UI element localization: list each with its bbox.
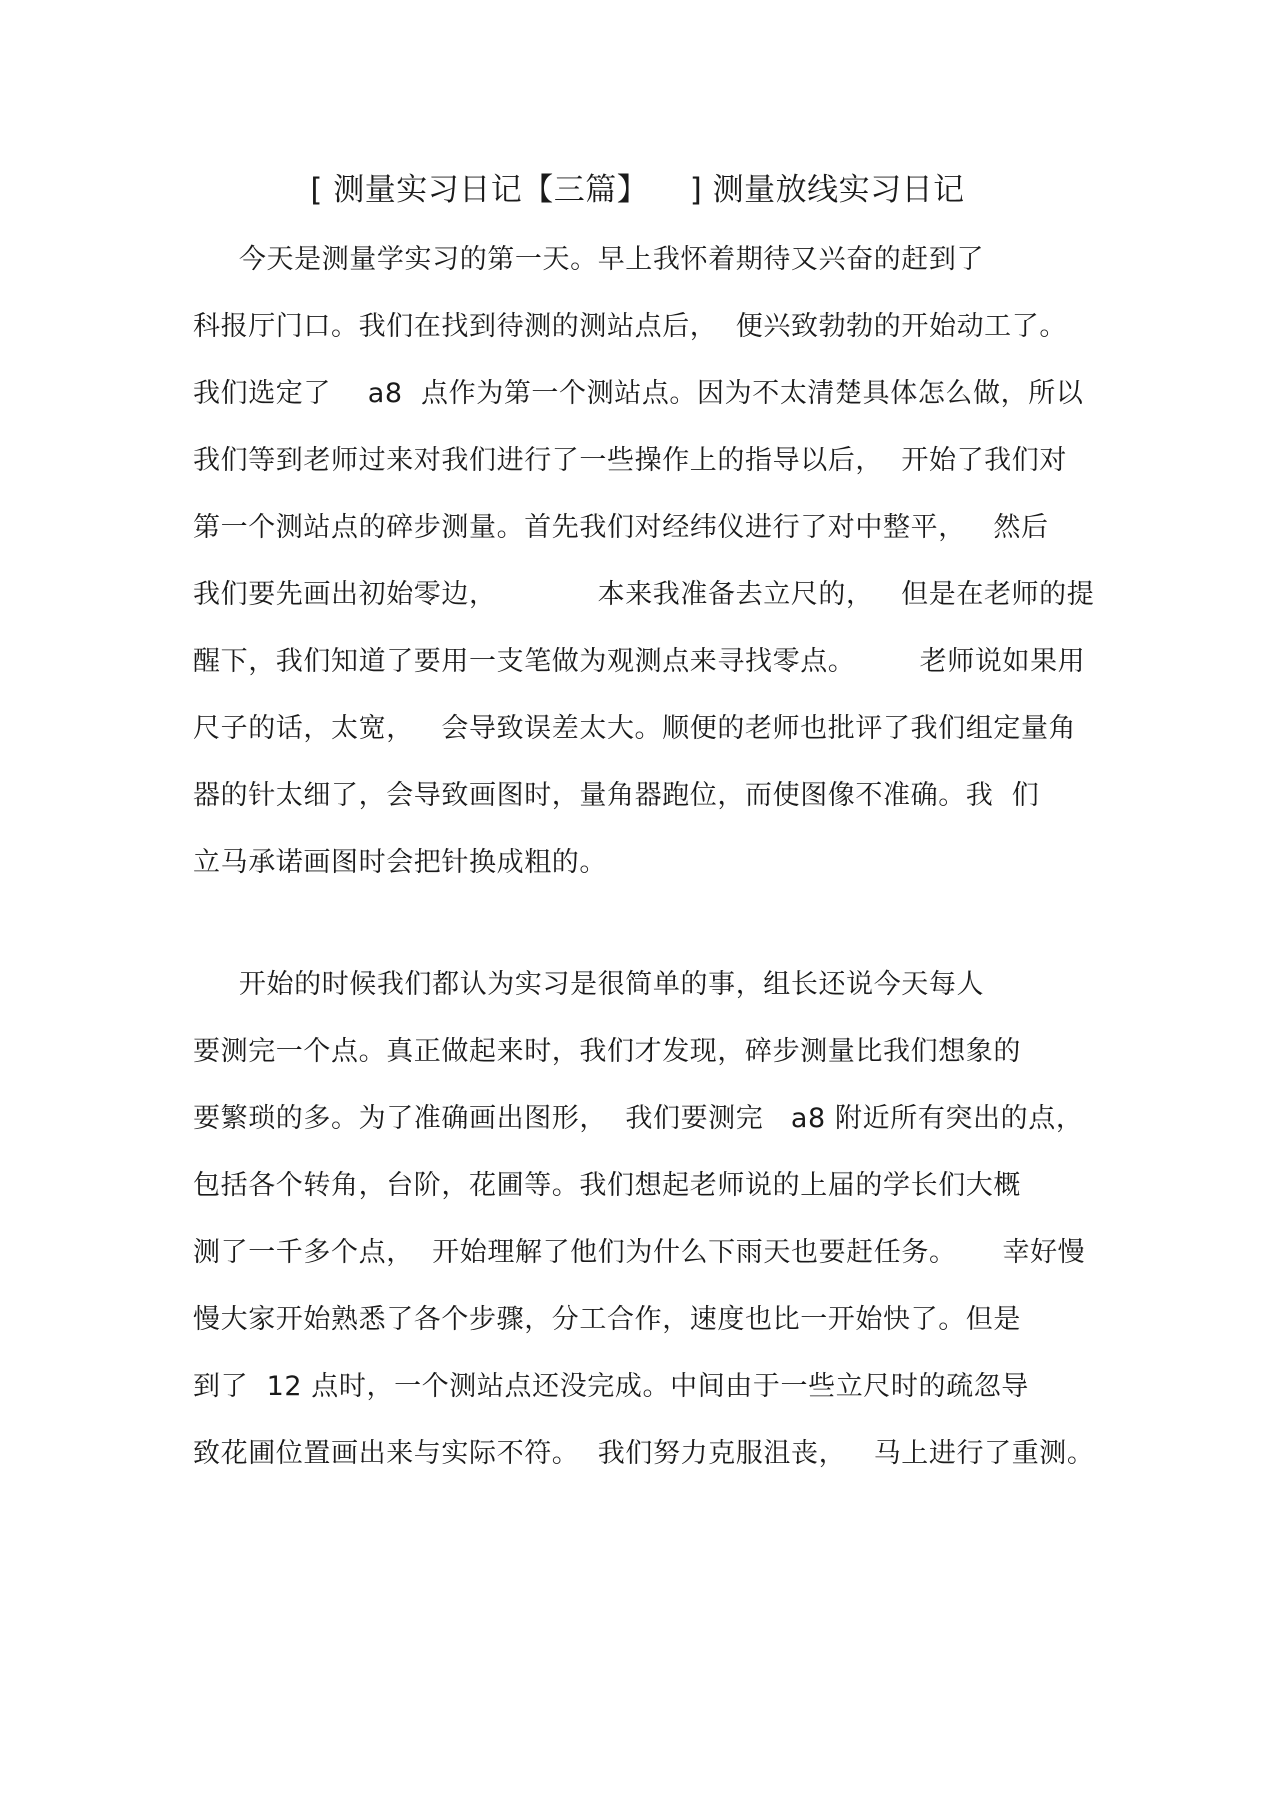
text-line: 要测完一个点。真正做起来时，我们才发现，碎步测量比我们想象的 bbox=[193, 1036, 1021, 1067]
document-title: [ 测量实习日记【三篇】 ] 测量放线实习日记 bbox=[310, 172, 965, 208]
text-line: 测了一千多个点， 开始理解了他们为什么下雨天也要赶任务。 幸好慢 bbox=[193, 1237, 1086, 1268]
text-line: 我们等到老师过来对我们进行了一些操作上的指导以后， 开始了我们对 bbox=[193, 445, 1067, 476]
text-line: 到了 12 点时，一个测站点还没完成。中间由于一些立尺时的疏忽导 bbox=[193, 1371, 1029, 1402]
text-line: 开始的时候我们都认为实习是很简单的事，组长还说今天每人 bbox=[193, 969, 985, 1000]
text-line: 我们选定了 a8 点作为第一个测站点。因为不太清楚具体怎么做，所以 bbox=[193, 378, 1084, 409]
text-line: 我们要先画出初始零边， 本来我准备去立尺的， 但是在老师的提 bbox=[193, 579, 1095, 610]
paragraph-2 bbox=[193, 963, 1093, 1499]
text-line: 立马承诺画图时会把针换成粗的。 bbox=[193, 847, 607, 878]
paragraph-1 bbox=[193, 238, 1093, 908]
text-line: 尺子的话，太宽， 会导致误差太大。顺便的老师也批评了我们组定量角 bbox=[193, 713, 1077, 744]
text-line: 包括各个转角，台阶，花圃等。我们想起老师说的上届的学长们大概 bbox=[193, 1170, 1021, 1201]
text-line: 科报厅门口。我们在找到待测的测站点后， 便兴致勃勃的开始动工了。 bbox=[193, 311, 1067, 342]
text-line: 器的针太细了，会导致画图时，量角器跑位，而使图像不准确。我 们 bbox=[193, 780, 1040, 811]
text-line: 今天是测量学实习的第一天。早上我怀着期待又兴奋的赶到了 bbox=[193, 244, 985, 275]
text-line: 慢大家开始熟悉了各个步骤，分工合作，速度也比一开始快了。但是 bbox=[193, 1304, 1021, 1335]
text-line: 第一个测站点的碎步测量。首先我们对经纬仪进行了对中整平， 然后 bbox=[193, 512, 1049, 543]
text-line: 致花圃位置画出来与实际不符。 我们努力克服沮丧， 马上进行了重测。 bbox=[193, 1438, 1095, 1469]
text-line: 醒下，我们知道了要用一支笔做为观测点来寻找零点。 老师说如果用 bbox=[193, 646, 1086, 677]
text-line: 要繁琐的多。为了准确画出图形， 我们要测完 a8 附近所有突出的点， bbox=[193, 1103, 1084, 1134]
